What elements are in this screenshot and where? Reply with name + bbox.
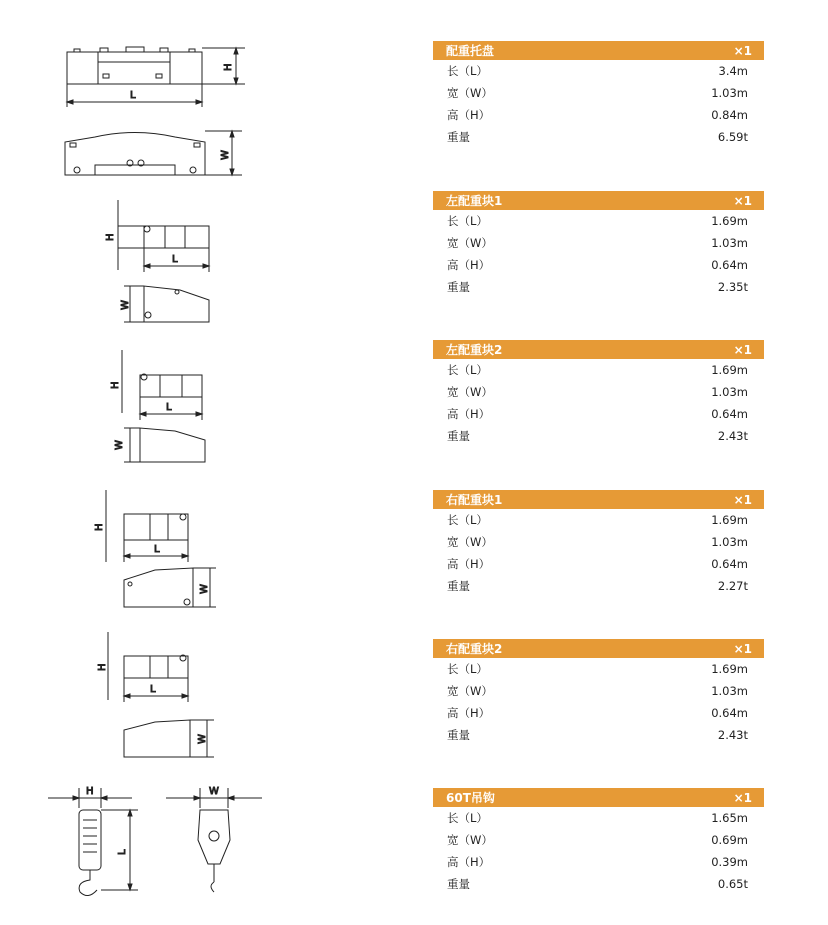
spec-row-width (433, 829, 764, 851)
dim-label-W-3: W (114, 440, 125, 450)
spec-qty: ×1 (733, 43, 752, 58)
spec-row-length (433, 807, 764, 829)
spec-label: 长（L） (447, 363, 488, 377)
spec-value: 0.64m (711, 557, 748, 571)
spec-table-right-block-1 (433, 490, 764, 597)
spec-value: 0.84m (711, 108, 748, 122)
spec-value: 2.27t (717, 579, 748, 593)
dim-label-L-2: L (172, 254, 178, 265)
spec-label: 宽（W） (447, 236, 493, 250)
dim-label-L: L (130, 90, 136, 101)
spec-label: 高（H） (447, 557, 491, 571)
spec-row-length (433, 359, 764, 381)
dim-label-L-6: L (117, 849, 128, 855)
spec-header (433, 490, 764, 509)
spec-row-weight (433, 873, 764, 895)
spec-value: 1.03m (711, 684, 748, 698)
spec-label: 高（H） (447, 855, 491, 869)
spec-label: 宽（W） (447, 385, 493, 399)
left-block-2-top (124, 428, 205, 462)
spec-row-weight (433, 276, 764, 298)
spec-label: 长（L） (447, 811, 488, 825)
spec-row-width (433, 82, 764, 104)
spec-name: 右配重块2 (446, 642, 503, 656)
spec-header (433, 788, 764, 807)
spec-row-height (433, 403, 764, 425)
spec-label: 宽（W） (447, 535, 493, 549)
hook-front-view (166, 788, 262, 892)
dim-label-W-6: W (209, 786, 219, 797)
spec-header (433, 639, 764, 658)
spec-qty: ×1 (733, 790, 752, 805)
spec-label: 高（H） (447, 407, 491, 421)
spec-qty: ×1 (733, 492, 752, 507)
spec-value: 1.03m (711, 385, 748, 399)
spec-value: 1.65m (711, 811, 748, 825)
left-block-2-front (122, 350, 202, 420)
left-block-1-front (118, 200, 209, 272)
spec-value: 1.03m (711, 86, 748, 100)
spec-name: 60T吊钩 (446, 791, 495, 805)
spec-value: 2.35t (717, 280, 748, 294)
dim-label-L-4: L (154, 544, 160, 555)
spec-value: 2.43t (717, 429, 748, 443)
spec-name: 右配重块1 (446, 493, 503, 507)
spec-row-width (433, 232, 764, 254)
spec-qty: ×1 (733, 342, 752, 357)
spec-value: 0.64m (711, 258, 748, 272)
left-block-1-top (124, 286, 209, 322)
dim-label-W: W (220, 150, 231, 160)
spec-label: 宽（W） (447, 684, 493, 698)
dim-label-H-5: H (97, 663, 108, 671)
tray-front-view (67, 47, 245, 107)
spec-label: 宽（W） (447, 833, 493, 847)
right-block-2-front (108, 632, 188, 702)
spec-label: 重量 (447, 579, 470, 593)
spec-row-weight (433, 575, 764, 597)
spec-row-height (433, 104, 764, 126)
spec-value: 1.03m (711, 535, 748, 549)
spec-label: 高（H） (447, 706, 491, 720)
dim-label-W-2: W (120, 300, 131, 310)
spec-row-weight (433, 425, 764, 447)
spec-header (433, 340, 764, 359)
spec-qty: ×1 (733, 641, 752, 656)
spec-label: 长（L） (447, 662, 488, 676)
spec-value: 2.43t (717, 728, 748, 742)
spec-value: 0.69m (711, 833, 748, 847)
hook-side-view (48, 788, 138, 896)
spec-row-width (433, 531, 764, 553)
spec-table-tray (433, 41, 764, 148)
dim-label-W-4: W (199, 584, 210, 594)
spec-label: 重量 (447, 280, 470, 294)
spec-value: 3.4m (718, 64, 748, 78)
spec-value: 1.03m (711, 236, 748, 250)
spec-value: 0.64m (711, 706, 748, 720)
spec-table-right-block-2 (433, 639, 764, 746)
spec-table-left-block-2 (433, 340, 764, 447)
spec-value: 0.64m (711, 407, 748, 421)
spec-row-height (433, 553, 764, 575)
spec-row-length (433, 658, 764, 680)
spec-header (433, 191, 764, 210)
spec-label: 长（L） (447, 513, 488, 527)
spec-row-height (433, 851, 764, 873)
spec-value: 6.59t (717, 130, 748, 144)
spec-value: 1.69m (711, 513, 748, 527)
spec-header (433, 41, 764, 60)
dim-label-H: H (223, 63, 234, 71)
spec-qty: ×1 (733, 193, 752, 208)
spec-row-width (433, 381, 764, 403)
dim-label-L-5: L (150, 684, 156, 695)
dim-label-L-3: L (166, 402, 172, 413)
spec-label: 高（H） (447, 108, 491, 122)
spec-row-length (433, 60, 764, 82)
spec-label: 重量 (447, 728, 470, 742)
spec-value: 0.39m (711, 855, 748, 869)
spec-value: 1.69m (711, 363, 748, 377)
dim-label-W-5: W (197, 734, 208, 744)
spec-label: 重量 (447, 130, 470, 144)
spec-label: 重量 (447, 429, 470, 443)
spec-row-weight (433, 724, 764, 746)
spec-label: 高（H） (447, 258, 491, 272)
dim-label-H-3: H (110, 381, 121, 389)
spec-table-left-block-1 (433, 191, 764, 298)
tray-top-view (65, 131, 242, 175)
spec-row-height (433, 702, 764, 724)
dim-label-H-4: H (94, 523, 105, 531)
spec-row-weight (433, 126, 764, 148)
dim-label-H-2: H (105, 233, 116, 241)
spec-label: 长（L） (447, 64, 488, 78)
dim-label-H-6: H (86, 786, 94, 797)
spec-row-height (433, 254, 764, 276)
spec-value: 0.65t (717, 877, 748, 891)
spec-name: 配重托盘 (446, 44, 495, 58)
spec-label: 重量 (447, 877, 470, 891)
spec-value: 1.69m (711, 214, 748, 228)
spec-name: 左配重块1 (446, 194, 503, 208)
spec-name: 左配重块2 (446, 343, 503, 357)
right-block-1-front (106, 490, 188, 562)
spec-row-width (433, 680, 764, 702)
spec-row-length (433, 509, 764, 531)
spec-value: 1.69m (711, 662, 748, 676)
spec-label: 长（L） (447, 214, 488, 228)
spec-table-hook (433, 788, 764, 895)
spec-label: 宽（W） (447, 86, 493, 100)
spec-row-length (433, 210, 764, 232)
